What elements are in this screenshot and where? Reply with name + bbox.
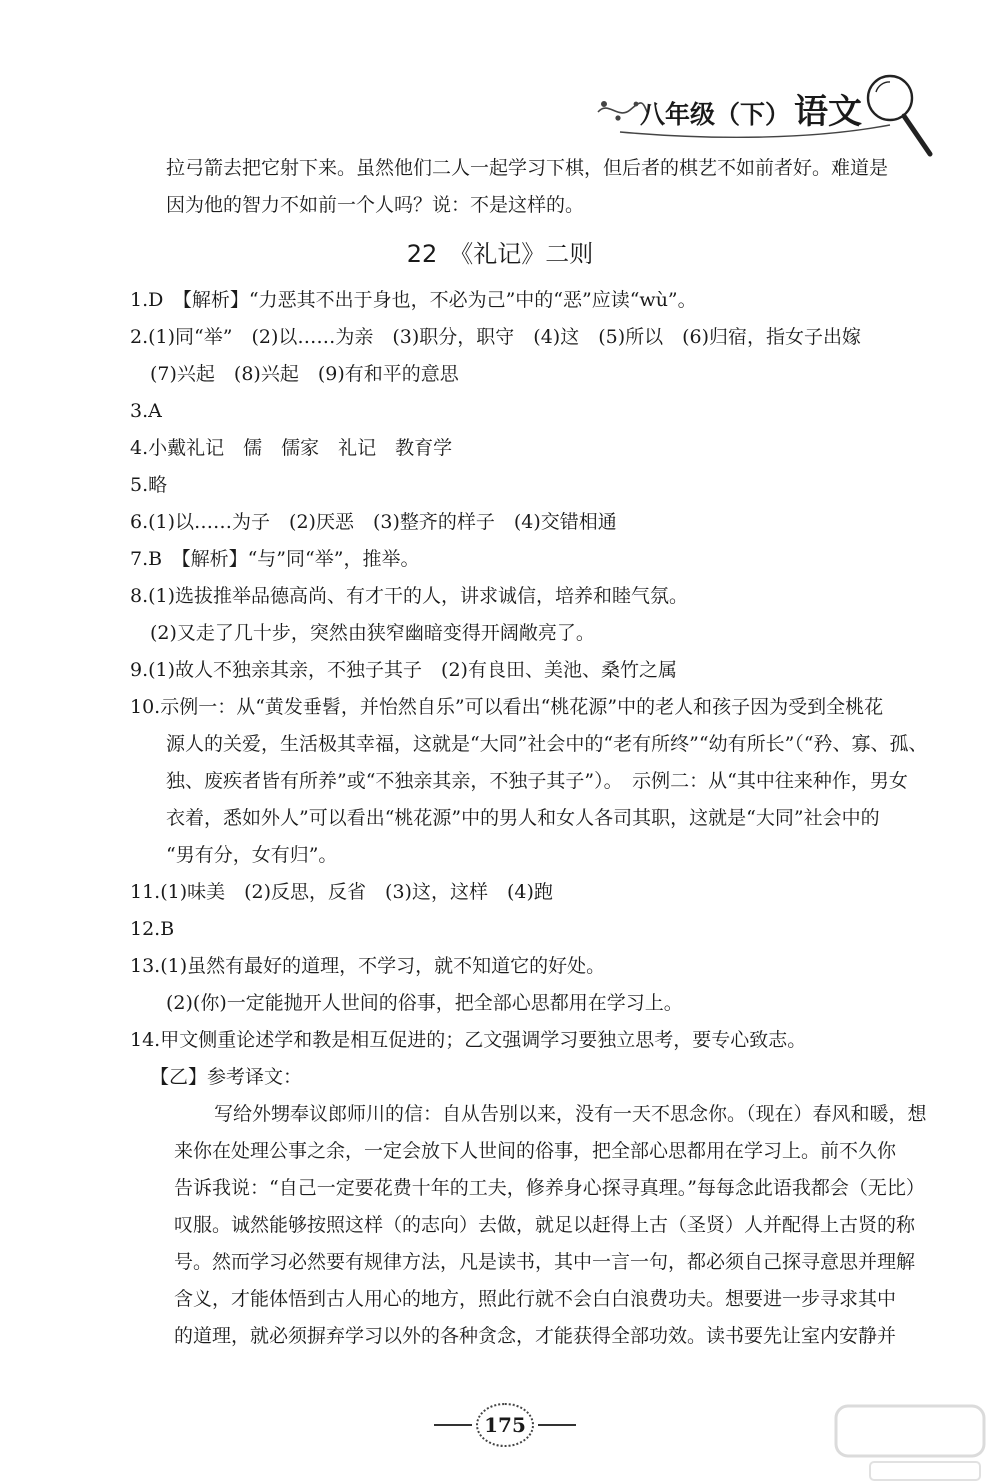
page-number-text: 175 — [484, 1413, 526, 1437]
magnifier-icon — [868, 76, 930, 154]
watermark-logo — [830, 1400, 990, 1484]
translation-line: 写给外甥奉议郎师川的信：自从告别以来，没有一天不思念你。（现在）春风和暖，想 — [214, 1103, 927, 1125]
intro-paragraph — [130, 150, 930, 224]
translation-heading: 【乙】参考译文： — [150, 1066, 303, 1088]
answer-8-cont: (2)又走了几十步，突然由狭窄幽暗变得开阔敞亮了。 — [150, 622, 595, 644]
intro-line: 拉弓箭去把它射下来。虽然他们二人一起学习下棋，但后者的棋艺不如前者好。难道是 — [166, 157, 889, 179]
answer-10-cont: 独、废疾者皆有所养”或“不独亲其亲，不独子其子”）。 示例二：从“其中往来种作，男女 — [166, 770, 908, 792]
answer-10-cont: “男有分，女有归”。 — [166, 844, 338, 866]
answer-5: 5.略 — [130, 474, 168, 496]
reference-translation — [130, 1059, 930, 1355]
page-number-badge — [476, 1403, 534, 1447]
page-number-dash — [434, 1424, 472, 1426]
answer-2: 2.(1)同“举” (2)以……为亲 (3)职分，职守 (4)这 (5)所以 (6)归宿，指女子出嫁 — [130, 326, 862, 348]
answer-4: 4.小戴礼记 儒 儒家 礼记 教育学 — [130, 437, 453, 459]
translation-line: 含义，才能体悟到古人用心的地方，照此行就不会白白浪费功夫。想要进一步寻求其中 — [174, 1288, 897, 1310]
subject-label: 语文 — [794, 92, 863, 132]
section-title: 22 《礼记》二则 — [406, 240, 594, 268]
translation-line: 来你在处理公事之余，一定会放下人世间的俗事，把全部心思都用在学习上。前不久你 — [174, 1140, 897, 1162]
answer-11: 11.(1)味美 (2)反思，反省 (3)这，这样 (4)跑 — [130, 881, 553, 903]
answer-8: 8.(1)选拔推举品德高尚、有才干的人，讲求诚信，培养和睦气氛。 — [130, 585, 689, 607]
answer-13-cont: (2)(你)一定能抛开人世间的俗事，把全部心思都用在学习上。 — [166, 992, 683, 1014]
page-number — [430, 1400, 580, 1450]
page-number-dash — [538, 1424, 576, 1426]
answer-7: 7.B 【解析】“与”同“举”，推举。 — [130, 548, 420, 570]
answer-14: 14.甲文侧重论述学和教是相互促进的；乙文强调学习要独立思考，要专心致志。 — [130, 1029, 807, 1051]
translation-line: 叹服。诚然能够按照这样（的志向）去做，就足以赶得上古（圣贤）人并配得上古贤的称 — [174, 1214, 916, 1236]
answer-9: 9.(1)故人不独亲其亲，不独子其子 (2)有良田、美池、桑竹之属 — [130, 659, 677, 681]
answer-10: 10.示例一：从“黄发垂髫，并怡然自乐”可以看出“桃花源”中的老人和孩子因为受到全桃花 — [130, 696, 884, 718]
grade-label: 八年级（下） — [640, 100, 791, 129]
answer-13: 13.(1)虽然有最好的道理，不学习，就不知道它的好处。 — [130, 955, 606, 977]
translation-line: 号。然而学习必然要有规律方法，凡是读书，其中一言一句，都必须自己探寻意思并理解 — [174, 1251, 916, 1273]
answer-10-cont: 衣着，悉如外人”可以看出“桃花源”中的男人和女人各司其职，这就是“大同”社会中的 — [166, 807, 880, 829]
intro-line: 因为他的智力不如前一个人吗？说：不是这样的。 — [166, 194, 585, 216]
answer-2-cont: (7)兴起 (8)兴起 (9)有和平的意思 — [150, 363, 459, 385]
translation-line: 的道理，就必须摒弃学习以外的各种贪念，才能获得全部功效。读书要先让室内安静并 — [174, 1325, 897, 1347]
answer-1: 1.D 【解析】“力恶其不出于身也，不必为己”中的“恶”应读“wù”。 — [130, 289, 697, 311]
translation-line: 告诉我说：“自己一定要花费十年的工夫，修养身心探寻真理。”每每念此语我都会（无比） — [174, 1177, 925, 1199]
answer-10-cont: 源人的关爱，生活极其幸福，这就是“大同”社会中的“老有所终”“幼有所长”（“矜、寡、孤、 — [166, 733, 928, 755]
page-content — [130, 150, 930, 1355]
answer-6: 6.(1)以……为子 (2)厌恶 (3)整齐的样子 (4)交错相通 — [130, 511, 617, 533]
book-title — [640, 84, 863, 132]
answer-12: 12.B — [130, 918, 175, 940]
answer-3: 3.A — [130, 400, 162, 422]
